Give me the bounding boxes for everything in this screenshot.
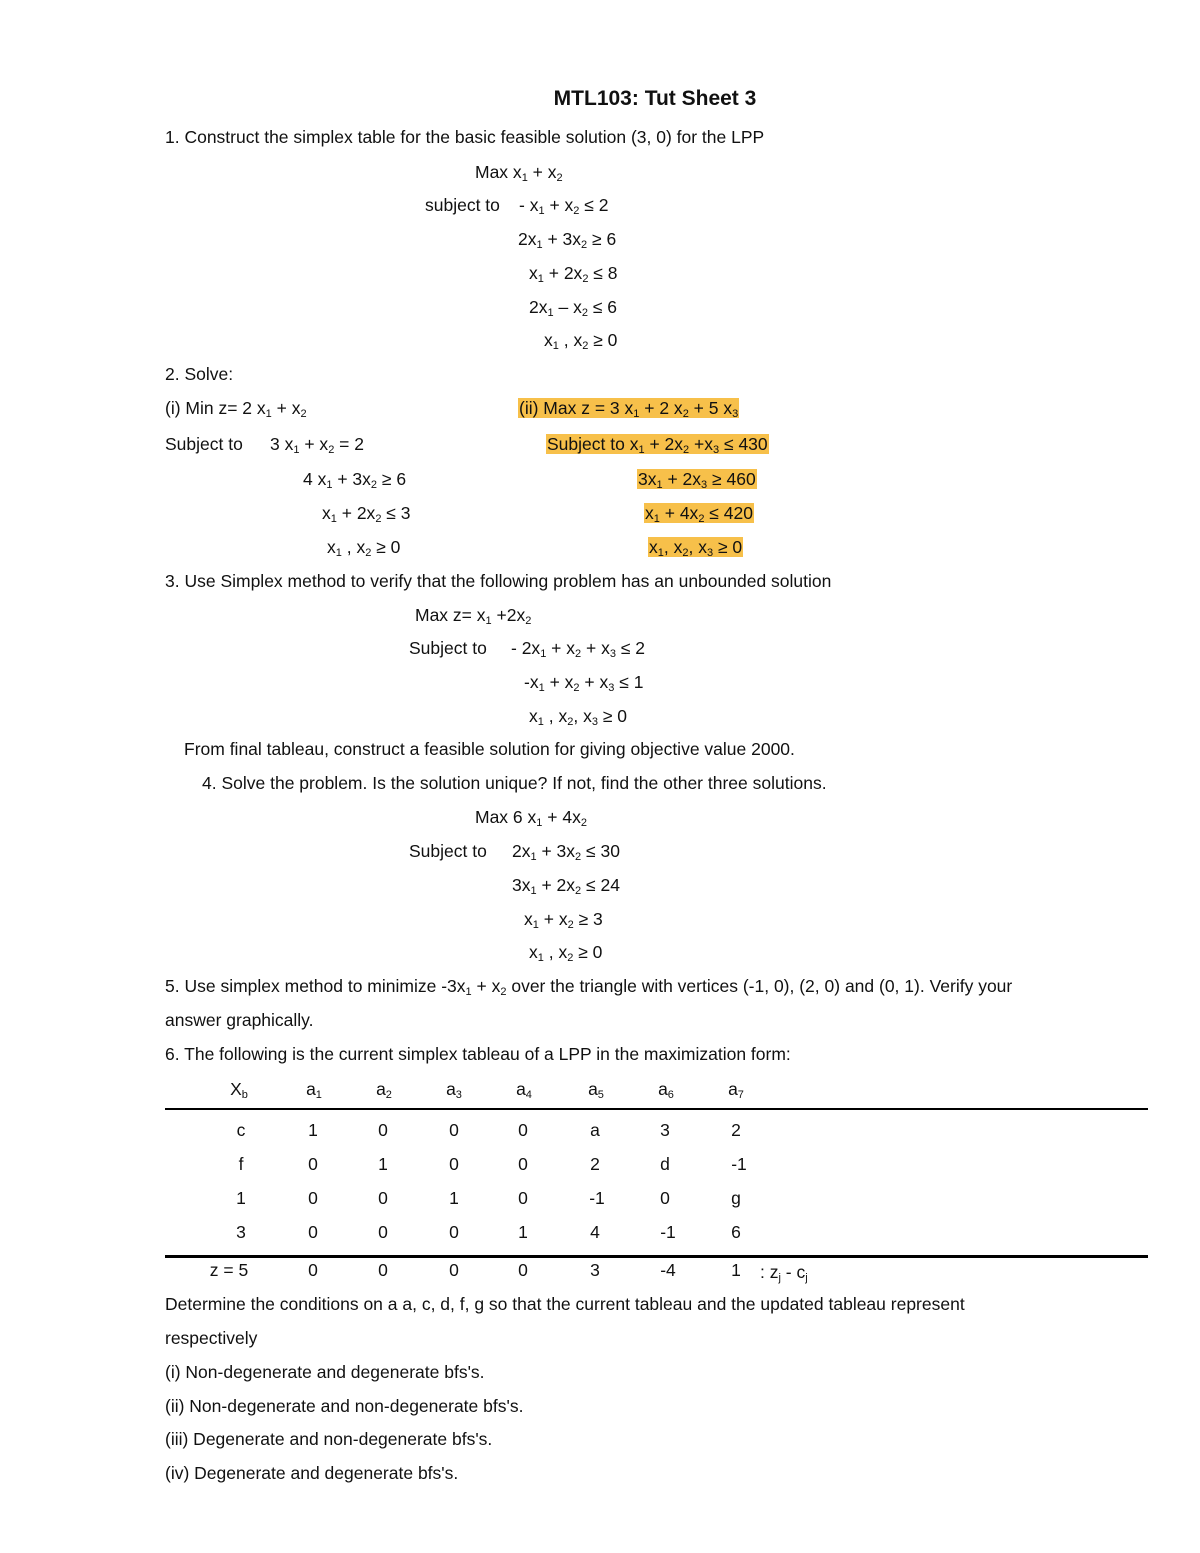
table-cell: 3 — [236, 1222, 246, 1242]
q4-constraint-3: $x_1 + x_2 \ge 3$ — [524, 909, 603, 931]
table-cell: 1 — [518, 1222, 528, 1242]
header-a4: $a_4$ — [516, 1079, 532, 1101]
tableau-bottom-rule — [165, 1255, 1148, 1258]
page-title: MTL103: Tut Sheet 3 — [553, 87, 757, 110]
q6-option-i: (i) Non-degenerate and degenerate bfs's. — [165, 1362, 485, 1382]
q4-subject-to: Subject to — [409, 841, 487, 861]
header-a1: $a_1$ — [306, 1079, 322, 1101]
table-cell: 1 — [449, 1188, 459, 1208]
table-cell: 3 — [660, 1120, 670, 1140]
q6-question-line-2: respectively — [165, 1328, 258, 1348]
table-cell: 3 — [590, 1260, 600, 1280]
z-row-note: : $z_j - c_j$ — [760, 1262, 808, 1284]
q1-constraint-1: - $x_1 + x_2 \le 2$ — [519, 195, 609, 217]
table-cell: 0 — [660, 1188, 670, 1208]
q2-i-constraint-1: 3 $x_1 + x_2 = 2$ — [270, 434, 364, 456]
q4-objective: Max 6 $x_1 + 4x_2$ — [475, 807, 587, 829]
table-cell: 0 — [518, 1154, 528, 1174]
table-cell: 0 — [308, 1222, 318, 1242]
q1-text: 1. Construct the simplex table for the basic feasible solution (3, 0) for the LPP — [165, 127, 765, 147]
table-cell: 0 — [449, 1260, 459, 1280]
q5-line-2: answer graphically. — [165, 1010, 314, 1030]
table-cell: a — [590, 1120, 600, 1140]
q6-option-ii: (ii) Non-degenerate and non-degenerate bfs's. — [165, 1396, 524, 1416]
q4-constraint-4: $x_1$ , $x_2 \ge 0$ — [529, 942, 603, 964]
table-cell: -1 — [589, 1188, 605, 1208]
q6-option-iii: (iii) Degenerate and non-degenerate bfs's. — [165, 1429, 493, 1449]
table-cell: 0 — [518, 1188, 528, 1208]
table-cell: -4 — [660, 1260, 676, 1280]
table-cell: 1 — [731, 1260, 741, 1280]
table-cell: 2 — [731, 1120, 741, 1140]
table-cell: 0 — [449, 1120, 459, 1140]
table-cell: -1 — [731, 1154, 747, 1174]
table-cell: 0 — [308, 1188, 318, 1208]
q2-i-constraint-4: $x_1$ , $x_2 \ge 0$ — [327, 537, 401, 559]
table-cell: 6 — [731, 1222, 741, 1242]
header-a7: $a_7$ — [728, 1079, 744, 1101]
header-xb: $X_b$ — [230, 1079, 248, 1101]
header-a6: $a_6$ — [658, 1079, 674, 1101]
q3-subject-to: Subject to — [409, 638, 487, 658]
table-cell: 0 — [308, 1260, 318, 1280]
header-a3: $a_3$ — [446, 1079, 462, 1101]
q2-ii-constraint-3: $x_1 + 4x_2 \le 420$ — [645, 503, 753, 525]
q1-subject-to: subject to — [425, 195, 500, 215]
table-cell: 2 — [590, 1154, 600, 1174]
tableau-top-rule — [165, 1108, 1148, 1110]
q2-ii-constraint-2: $3x_1 + 2x_3 \ge 460$ — [638, 469, 756, 491]
q5-line-1: 5. Use simplex method to minimize $-3x_1 + x_2$ over the triangle with vertices (-1, 0), (2, 0) and (0, 1). Verify your — [165, 976, 1013, 998]
table-cell: 0 — [308, 1154, 318, 1174]
header-a5: $a_5$ — [588, 1079, 604, 1101]
header-a2: $a_2$ — [376, 1079, 392, 1101]
q3-constraint-1: - $2x_1 + x_2 + x_3 \le 2$ — [511, 638, 646, 660]
q3-followup: From final tableau, construct a feasible solution for giving objective value 2000. — [184, 739, 795, 759]
q2-i-constraint-2: 4 $x_1 + 3x_2 \ge 6$ — [303, 469, 407, 491]
q3-objective: Max $z= x_1 +2x_2$ — [415, 605, 532, 627]
q3-text: 3. Use Simplex method to verify that the following problem has an unbounded solution — [165, 571, 832, 591]
q2-ii-constraint-4: $x_1$, $x_2$, $x_3 \ge 0$ — [649, 537, 743, 559]
table-cell: 0 — [378, 1260, 388, 1280]
table-cell: d — [660, 1154, 670, 1174]
q2-i-constraint-3: $x_1 + 2x_2 \le 3$ — [322, 503, 411, 525]
q3-constraint-2: $-x_1 + x_2 + x_3 \le 1$ — [524, 672, 644, 694]
table-cell: 0 — [518, 1260, 528, 1280]
q2-i-objective: (i) Min z= 2 $x_1 + x_2$ — [165, 398, 307, 420]
table-cell: 1 — [378, 1154, 388, 1174]
table-cell: f — [238, 1154, 244, 1174]
q6-option-iv: (iv) Degenerate and degenerate bfs's. — [165, 1463, 459, 1483]
q6-question-line-1: Determine the conditions on a a, c, d, f, g so that the current tableau and the updated tableau represent — [165, 1294, 965, 1314]
q1-constraint-2: $2x_1 + 3x_2 \ge 6$ — [518, 229, 617, 251]
table-cell: c — [236, 1120, 246, 1140]
q2-ii-objective: (ii) Max z = 3 $x_1 + 2$ $x_2 + 5$ $x_3$ — [519, 398, 739, 420]
q1-constraint-3: $x_1 + 2x_2 \le 8$ — [529, 263, 618, 285]
q6-text: 6. The following is the current simplex tableau of a LPP in the maximization form: — [165, 1044, 791, 1064]
table-cell: 0 — [518, 1120, 528, 1140]
table-cell: 0 — [378, 1188, 388, 1208]
table-cell: 0 — [378, 1222, 388, 1242]
q4-text: 4. Solve the problem. Is the solution unique? If not, find the other three solutions. — [202, 773, 827, 793]
table-cell: 0 — [449, 1222, 459, 1242]
table-cell: 0 — [378, 1120, 388, 1140]
q2-i-subject-to: Subject to — [165, 434, 243, 454]
table-cell: 1 — [236, 1188, 246, 1208]
table-cell: 0 — [449, 1154, 459, 1174]
q1-constraint-5: $x_1$ , $x_2 \ge 0$ — [544, 330, 618, 352]
q3-constraint-3: $x_1$ , $x_2$, $x_3 \ge 0$ — [529, 706, 628, 728]
q4-constraint-2: $3x_1 + 2x_2 \le 24$ — [512, 875, 620, 897]
q2-ii-constraint-1: Subject to $x_1 + 2x_2 +x_3 \le 430$ — [547, 434, 768, 456]
table-cell: g — [731, 1188, 741, 1208]
q2-heading: 2. Solve: — [165, 364, 234, 384]
table-cell: -1 — [660, 1222, 676, 1242]
q4-constraint-1: $2x_1 + 3x_2 \le 30$ — [512, 841, 620, 863]
q1-objective: Max $x_1 + x_2$ — [475, 162, 563, 184]
q1-constraint-4: $2x_1 - x_2 \le 6$ — [529, 297, 618, 319]
table-cell: 4 — [590, 1222, 600, 1242]
z-row-label: z = 5 — [209, 1260, 249, 1280]
table-cell: 1 — [308, 1120, 318, 1140]
